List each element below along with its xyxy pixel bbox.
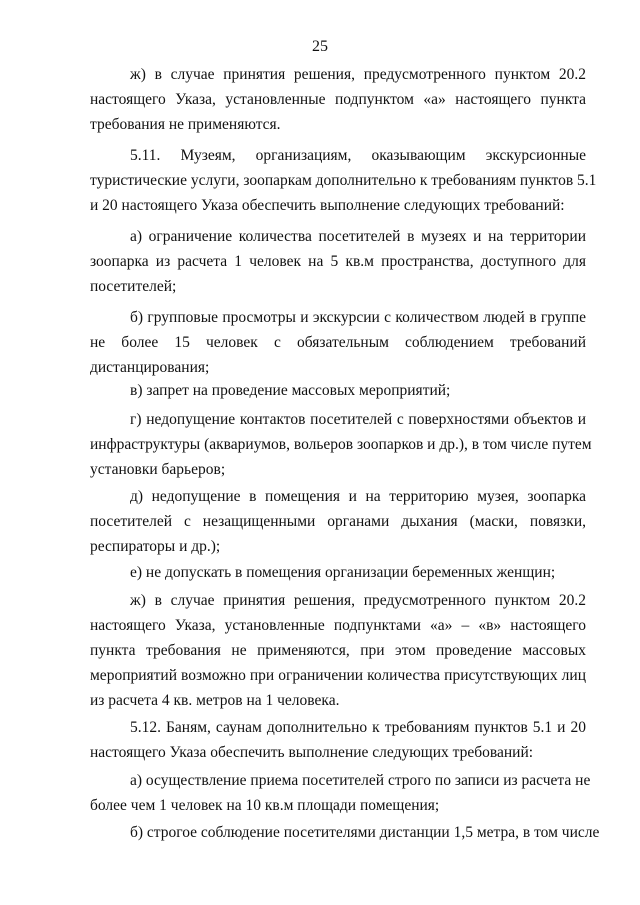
text-line: посетителей; — [90, 278, 177, 295]
text-line: не более 15 человек с обязательным соблюдением требований — [90, 334, 586, 351]
text-line: более чем 1 человек на 10 кв.м площади помещения; — [90, 797, 440, 814]
text-line: туристические услуги, зоопаркам дополнительно к требованиям пунктов 5.1 — [90, 172, 597, 189]
text-line: б) строгое соблюдение посетителями дистанции 1,5 метра, в том числе — [130, 824, 600, 841]
text-line: б) групповые просмотры и экскурсии с количеством людей в группе — [130, 309, 586, 326]
text-line: ж) в случае принятия решения, предусмотренного пунктом 20.2 — [130, 592, 586, 609]
text-line: г) недопущение контактов посетителей с поверхностями объектов и — [130, 411, 586, 428]
paragraph — [90, 143, 597, 218]
text-line: настоящего Указа, установленные подпунктом «а» настоящего пункта — [90, 91, 586, 108]
text-line: дистанцирования; — [90, 359, 210, 376]
paragraph — [90, 768, 591, 818]
text-line: а) ограничение количества посетителей в музеях и на территории — [130, 228, 586, 245]
text-line: в) запрет на проведение массовых мероприятий; — [130, 382, 451, 399]
text-line: пункта требования не применяются, при этом проведение массовых — [90, 642, 586, 659]
text-line: установки барьеров; — [90, 461, 226, 478]
text-line: из расчета 4 кв. метров на 1 человека. — [90, 692, 340, 709]
text-line: 5.12. Баням, саунам дополнительно к требованиям пунктов 5.1 и 20 — [130, 719, 586, 736]
text-line: мероприятий возможно при ограничении количества присутствующих лиц — [90, 667, 586, 684]
paragraph — [90, 224, 586, 299]
text-line: 5.11. Музеям, организациям, оказывающим экскурсионные — [130, 147, 586, 164]
text-line: инфраструктуры (аквариумов, вольеров зоопарков и др.), в том числе путем — [90, 436, 592, 453]
text-line: д) недопущение в помещения и на территорию музея, зоопарка — [130, 488, 586, 505]
paragraph — [90, 484, 586, 559]
paragraph — [90, 378, 586, 403]
text-line: респираторы и др.); — [90, 538, 221, 555]
text-line: настоящего Указа, установленные подпунктами «а» – «в» настоящего — [90, 617, 586, 634]
text-line: требования не применяются. — [90, 116, 281, 133]
text-line: а) осуществление приема посетителей строго по записи из расчета не — [130, 772, 591, 789]
paragraph — [90, 588, 586, 713]
page-number: 25 — [312, 38, 328, 55]
paragraph — [90, 560, 586, 585]
text-line: посетителей с незащищенными органами дыхания (маски, повязки, — [90, 513, 586, 530]
text-line: и 20 настоящего Указа обеспечить выполнение следующих требований: — [90, 197, 565, 214]
paragraph — [90, 305, 586, 380]
paragraph — [90, 820, 600, 845]
text-line: ж) в случае принятия решения, предусмотренного пунктом 20.2 — [130, 66, 586, 83]
paragraph — [90, 407, 592, 482]
paragraph — [90, 715, 586, 765]
text-line: зоопарка из расчета 1 человек на 5 кв.м пространства, доступного для — [90, 253, 586, 270]
text-line: настоящего Указа обеспечить выполнение следующих требований: — [90, 744, 534, 761]
text-line: е) не допускать в помещения организации беременных женщин; — [130, 564, 556, 581]
paragraph — [90, 62, 586, 137]
